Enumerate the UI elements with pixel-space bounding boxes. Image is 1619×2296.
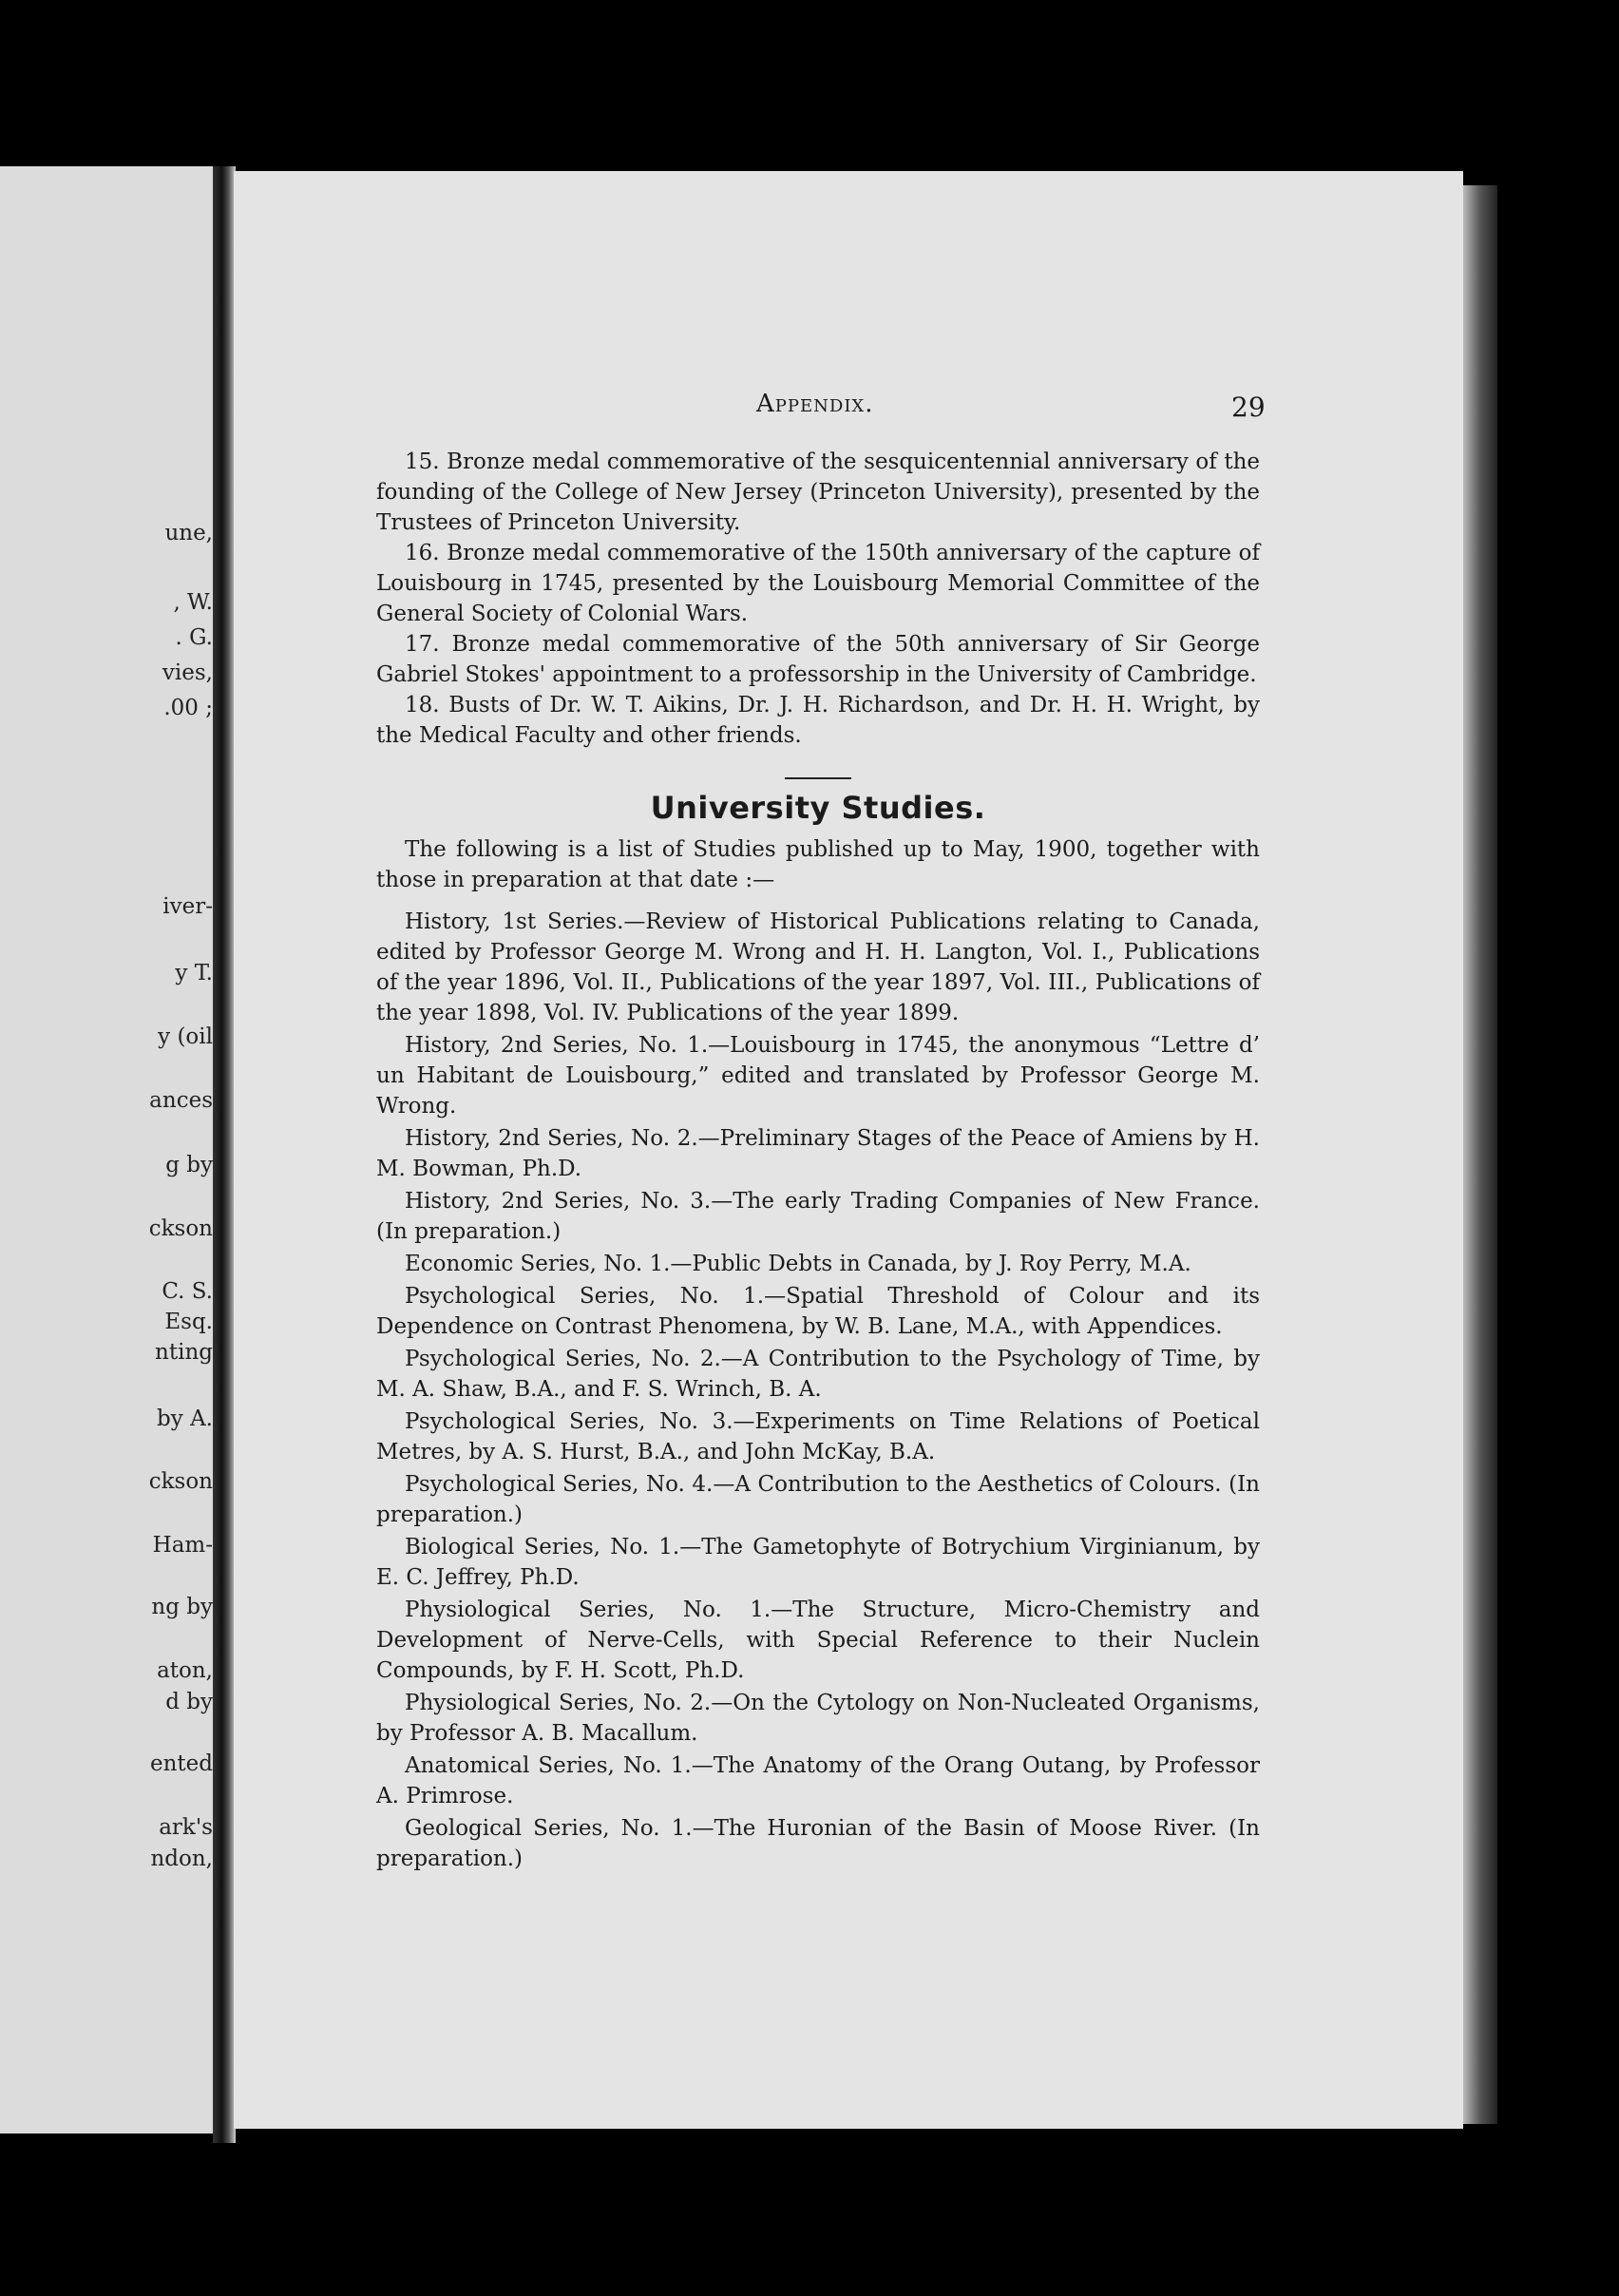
- left-text-fragment: ances: [149, 1088, 213, 1113]
- left-text-fragment: d by: [165, 1690, 213, 1714]
- left-text-fragment: iver-: [162, 894, 213, 919]
- study-entry: Geological Series, No. 1.—The Huronian of the Basin of Moose River. (In preparation.): [376, 1816, 1260, 1871]
- study-entry: Biological Series, No. 1.—The Gametophyte of Botrychium Virginianum, by E. C. Jeffrey, Ph.D.: [376, 1535, 1260, 1590]
- left-text-fragment: by A.: [157, 1406, 213, 1431]
- section-intro: The following is a list of Studies published up to May, 1900, together with those in preparation at that date :—: [376, 837, 1260, 892]
- page-edge: [1463, 185, 1497, 2124]
- left-text-fragment: ckson: [148, 1216, 213, 1241]
- left-text-fragment: nting: [155, 1340, 213, 1365]
- studies-list: [376, 834, 1260, 1874]
- study-entry: Physiological Series, No. 1.—The Structure, Micro-Chemistry and Development of Nerve-Cells, with Special Reference to their Nuclein Compounds, by F. H. Scott, Ph.D.: [376, 1598, 1260, 1683]
- left-text-fragment: ented: [149, 1751, 213, 1776]
- left-text-fragment: vies,: [162, 660, 213, 685]
- left-text-fragment: ark's: [159, 1815, 213, 1840]
- study-entry: Anatomical Series, No. 1.—The Anatomy of the Orang Outang, by Professor A. Primrose.: [376, 1753, 1260, 1808]
- book-gutter: [213, 166, 236, 2143]
- left-text-fragment: une,: [164, 521, 213, 545]
- page-number: 29: [1231, 392, 1266, 423]
- section-title: University Studies.: [650, 790, 986, 826]
- left-text-fragment: , W.: [173, 590, 213, 615]
- left-text-fragment: ckson: [148, 1469, 213, 1494]
- running-head: Appendix.: [756, 390, 874, 418]
- list-item: 15. Bronze medal commemorative of the sesquicentennial anniversary of the founding of the College of New Jersey (Princeton University), presented by the Trustees of Princeton University.: [376, 450, 1260, 535]
- study-entry: Psychological Series, No. 1.—Spatial Threshold of Colour and its Dependence on Contrast Phenomena, by W. B. Lane, M.A., with Appendices.: [376, 1284, 1260, 1339]
- list-item: 17. Bronze medal commemorative of the 50th anniversary of Sir George Gabriel Stokes' appointment to a professorship in the University of Cambridge.: [376, 632, 1260, 687]
- right-page: [234, 171, 1463, 2129]
- page-body: [376, 447, 1260, 1874]
- left-text-fragment: ndon,: [150, 1846, 213, 1871]
- left-text-fragment: aton,: [157, 1658, 213, 1683]
- page-header: [234, 390, 1463, 428]
- left-text-fragment: Esq.: [164, 1310, 213, 1334]
- study-entry: Psychological Series, No. 2.—A Contribution to the Psychology of Time, by M. A. Shaw, B.A., and F. S. Wrinch, B. A.: [376, 1347, 1260, 1402]
- left-text-fragment: Ham-: [152, 1533, 213, 1558]
- study-entry: Economic Series, No. 1.—Public Debts in Canada, by J. Roy Perry, M.A.: [405, 1252, 1191, 1276]
- list-item: 18. Busts of Dr. W. T. Aikins, Dr. J. H. Richardson, and Dr. H. H. Wright, by the Medical Faculty and other friends.: [376, 693, 1260, 748]
- left-text-fragment: y T.: [175, 961, 213, 985]
- study-entry: Psychological Series, No. 3.—Experiments on Time Relations of Poetical Metres, by A. S. Hurst, B.A., and John McKay, B.A.: [376, 1409, 1260, 1464]
- study-entry: History, 1st Series.—Review of Historical Publications relating to Canada, edited by Professor George M. Wrong and H. H. Langton, Vol. I., Publications of the year 1896, Vol. II., Publications of the year 1897, Vol. III., Publications of the year 1898, Vol. IV. Publications of the year 1899.: [376, 909, 1260, 1025]
- left-text-fragment: . G.: [175, 625, 213, 650]
- left-text-fragment: C. S.: [162, 1279, 213, 1304]
- left-text-fragment: y (oil: [158, 1024, 213, 1049]
- left-page-fragment: [0, 166, 219, 2133]
- left-text-fragment: .00 ;: [163, 696, 213, 720]
- study-entry: Psychological Series, No. 4.—A Contribution to the Aesthetics of Colours. (In preparation.): [376, 1472, 1260, 1527]
- left-text-fragment: g by: [165, 1153, 213, 1177]
- study-entry: History, 2nd Series, No. 1.—Louisbourg in 1745, the anonymous “Lettre d’ un Habitant de Louisbourg,” edited and translated by Professor George M. Wrong.: [376, 1033, 1260, 1119]
- study-entry: Physiological Series, No. 2.—On the Cytology on Non-Nucleated Organisms, by Professor A. B. Macallum.: [376, 1691, 1260, 1746]
- section-divider: [785, 777, 851, 779]
- left-text-fragment: ng by: [151, 1595, 213, 1619]
- list-item: 16. Bronze medal commemorative of the 150th anniversary of the capture of Louisbourg in 1745, presented by the Louisbourg Memorial Committee of the General Society of Colonial Wars.: [376, 541, 1260, 626]
- study-entry: History, 2nd Series, No. 3.—The early Trading Companies of New France. (In preparation.): [376, 1189, 1260, 1244]
- study-entry: History, 2nd Series, No. 2.—Preliminary Stages of the Peace of Amiens by H. M. Bowman, Ph.D.: [376, 1126, 1260, 1181]
